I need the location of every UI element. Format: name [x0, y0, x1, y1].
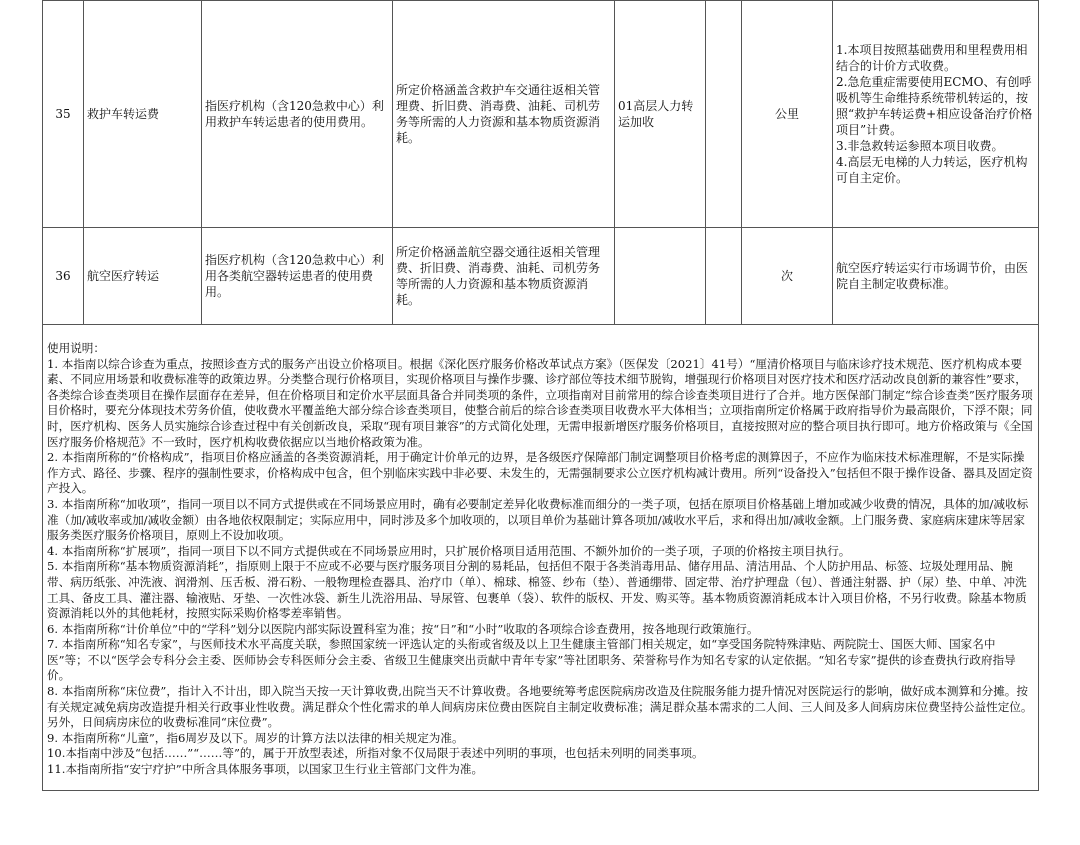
remark-line: 1.本项目按照基础费用和里程费用相结合的计价方式收费。: [836, 43, 1028, 73]
note-item: 6. 本指南所称“计价单位”中的“学科”划分以医院内部实际设置科室为准；按“日”和“小时”收取的各项综合诊查费用，按各地现行政策施行。: [47, 621, 759, 636]
item-name: 航空医疗转运: [84, 228, 202, 325]
remark-line: 2.急危重症需要使用ECMO、有创呼吸机等生命维持系统带机转运的，按照“救护车转运费+相应设备治疗价格项目”计费。: [836, 75, 1033, 137]
item-name: 救护车转运费: [84, 1, 202, 228]
item-addon: 01高层人力转运加收: [615, 1, 706, 228]
note-item: 5. 本指南所称“基本物质资源消耗”，指原则上限于不应或不必要与医疗服务项目分割的易耗品，包括但不限于各类消毒用品、储存用品、清洁用品、个人防护用品、标签、垃圾处理用品、腕带、病历纸张、冲洗液、润滑剂、压舌板、滑石粉、一般物理检查器具、治疗巾（单）、棉球、棉签、纱布（垫）、普通绷带、固定带、治疗护理盘（包）、普通注射器、护（尿）垫、中单、冲洗工具、备皮工具、灌注器、输液贴、牙垫、一次性冰袋、新生儿洗浴用品、导尿管、包裹单（袋）、软件的版权、开发、购买等。基本物质资源消耗成本计入项目价格，不另行收费。除基本物质资源消耗以外的其他耗材，按照实际采购价格零差率销售。: [47, 559, 1027, 621]
price-item-table: [42, 0, 1039, 325]
item-number: 35: [43, 1, 84, 228]
item-price-composition: 所定价格涵盖含救护车交通往返相关管理费、折旧费、消毒费、油耗、司机劳务等所需的人力资源和基本物质资源消耗。: [393, 1, 615, 228]
item-addon: [615, 228, 706, 325]
document-page: [42, 0, 1038, 791]
item-number: 36: [43, 228, 84, 325]
item-price-composition: 所定价格涵盖航空器交通往返相关管理费、折旧费、消毒费、油耗、司机劳务等所需的人力资源和基本物质资源消耗。: [393, 228, 615, 325]
item-remark: [833, 228, 1039, 325]
note-item: 3. 本指南所称“加收项”，指同一项目以不同方式提供或在不同场景应用时，确有必要制定差异化收费标准而细分的一类子项，包括在原项目价格基础上增加或减少收费的情况，具体的加/减收标准（加/减收率或加/减收金额）由各地依权限制定；实际应用中，同时涉及多个加收项的，以项目单价为基础计算各项加/减收水平后，求和得出加/减收金额。上门服务费、家庭病床建床等居家服务类医疗服务价格项目，原则上不设加收项。: [47, 496, 1029, 543]
item-unit: 公里: [742, 1, 833, 228]
item-connotation: 指医疗机构（含120急救中心）利用救护车转运患者的使用费用。: [202, 1, 393, 228]
item-expand: [706, 228, 742, 325]
usage-notes: [42, 325, 1039, 791]
item-connotation: 指医疗机构（含120急救中心）利用各类航空器转运患者的使用费用。: [202, 228, 393, 325]
table-row: [43, 228, 1039, 325]
remark-line: 4.高层无电梯的人力转运，医疗机构可自主定价。: [836, 155, 1028, 185]
note-item: 1. 本指南以综合诊查为重点，按照诊查方式的服务产出设立价格项目。根据《深化医疗服务价格改革试点方案》（医保发〔2021〕41号）“厘清价格项目与临床诊疗技术规范、医疗机构成本要素、不同应用场景和收费标准等的政策边界。分类整合现行价格项目，实现价格项目与操作步骤、诊疗部位等技术细节脱钩，增强现行价格项目对医疗技术和医疗活动改良创新的兼容性”要求，各类综合诊查类项目在操作层面存在差异，但在价格项目和定价水平层面具备合并同类项的条件，立项指南对目前常用的综合诊查类项目进行了合并。地方医保部门制定“综合诊查类”医疗服务项目价格时，要充分体现技术劳务价值，使收费水平覆盖绝大部分综合诊查类项目，使整合前后的综合诊查类项目收费水平大体相当；立项指南所定价格属于政府指导价为最高限价，下浮不限；同时，医疗机构、医务人员实施综合诊查过程中有关创新改良，采取“现有项目兼容”的方式简化处理，无需申报新增医疗服务价格项目，直接按照对应的整合项目执行即可。地方价格政策与《全国医疗服务价格规范》不一致时，医疗机构收费依据应以当地价格政策为准。: [47, 356, 1033, 449]
table-row: [43, 1, 1039, 228]
note-item: 8. 本指南所称“床位费”，指计入不计出，即入院当天按一天计算收费,出院当天不计算收费。各地要统筹考虑医院病房改造及住院服务能力提升情况对医院运行的影响，做好成本测算和分摊。按有关规定减免病房改造提升相关行政事业性收费。满足群众个性化需求的单人间病房床位费由医院自主制定收费标准；满足群众基本需求的二人间、三人间及多人间病房床位费坚持公益性定位。另外，日间病房床位的收费标准同“床位费”。: [47, 684, 1033, 730]
note-item: 11.本指南所指“安宁疗护”中所含具体服务事项，以国家卫生行业主管部门文件为准。: [47, 762, 484, 777]
remark-line: 3.非急救转运参照本项目收费。: [836, 139, 1004, 153]
item-expand: [706, 1, 742, 228]
item-remark: [833, 1, 1039, 228]
note-item: 10.本指南中涉及“包括……”“……等”的，属于开放型表述，所指对象不仅局限于表述中列明的事项，也包括未列明的同类事项。: [47, 746, 704, 761]
remark-line: 航空医疗转运实行市场调节价，由医院自主制定收费标准。: [836, 261, 1029, 291]
note-item: 9. 本指南所称“儿童”，指6周岁及以下。周岁的计算方法以法律的相关规定为准。: [47, 730, 464, 745]
item-unit: 次: [742, 228, 833, 325]
note-item: 2. 本指南所称的“价格构成”，指项目价格应涵盖的各类资源消耗，用于确定计价单元的边界，是各级医疗保障部门制定调整项目价格考虑的测算因子，不应作为临床技术标准理解，不是实际操作方式、路径、步骤、程序的强制性要求，价格构成中包含，但个别临床实践中非必要、未发生的，无需强制要求公立医疗机构减计费用。所列“设备投入”包括但不限于操作设备、器具及固定资产投入。: [47, 450, 1033, 496]
note-item: 4. 本指南所称“扩展项”，指同一项目下以不同方式提供或在不同场景应用时，只扩展价格项目适用范围、不额外加价的一类子项，子项的价格按主项目执行。: [47, 543, 851, 558]
notes-title: 使用说明：: [47, 341, 105, 355]
note-item: 7. 本指南所称“知名专家”，与医师技术水平高度关联，参照国家统一评选认定的头衔或省级及以上卫生健康主管部门相关规定，如“享受国务院特殊津贴、两院院士、国医大师、国家名中医”等；不以“医学会专科分会主委、医师协会专科医师分会主委、省级卫生健康突出贡献中青年专家”等社团职务、荣誉称号作为知名专家的认定依据。“知名专家”提供的诊查费执行政府指导价。: [47, 637, 1016, 683]
